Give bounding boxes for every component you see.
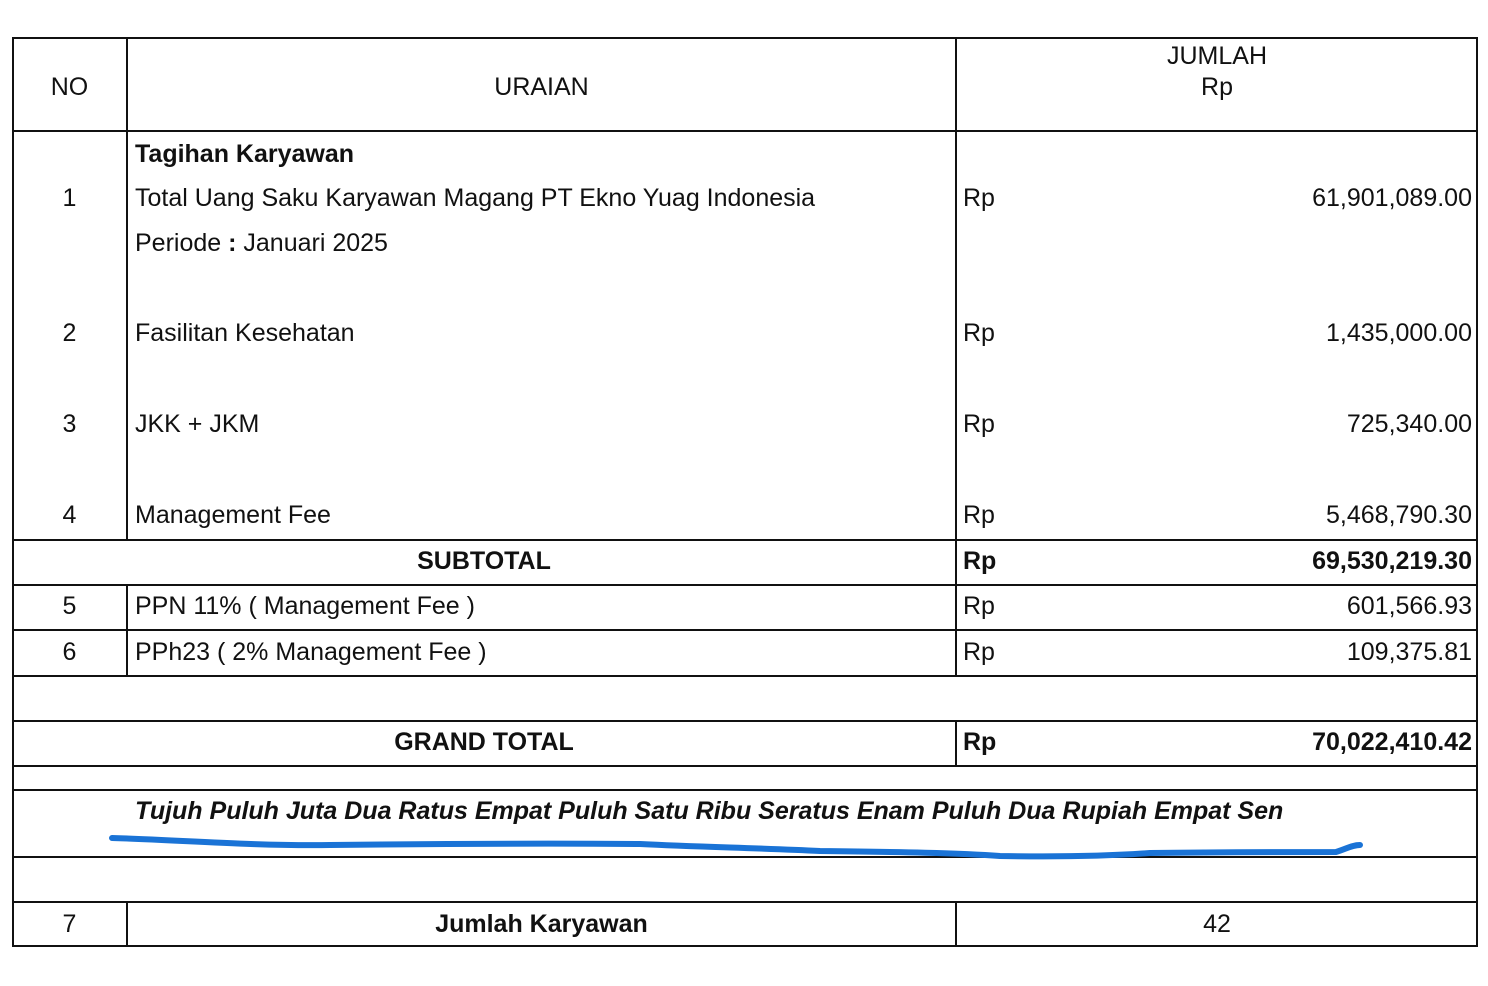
item-3-desc: JKK + JKM: [135, 410, 260, 438]
item-4-currency: Rp: [963, 501, 995, 529]
item-2-no: 2: [62, 319, 77, 347]
header-uraian: URAIAN: [494, 73, 589, 101]
grand-total-label: GRAND TOTAL: [394, 728, 574, 756]
row6-bottom-line: [12, 675, 1478, 677]
employee-count-label: Jumlah Karyawan: [435, 910, 648, 938]
item-1-period: [135, 229, 388, 258]
item-6-amount: 109,375.81: [1346, 638, 1472, 666]
item-7-no: 7: [62, 910, 77, 938]
no-column-divider: [126, 37, 128, 540]
item-2-desc: Fasilitan Kesehatan: [135, 319, 355, 347]
header-jumlah: JUMLAH: [1166, 42, 1267, 70]
grand-total-amount: 70,022,410.42: [1312, 728, 1472, 756]
item-5-no: 5: [62, 592, 77, 620]
period-label: Periode: [135, 229, 222, 257]
item-1-no: 1: [62, 184, 77, 212]
tax-amount-divider: [955, 584, 957, 676]
amount-column-divider: [955, 37, 957, 540]
employee-count-value: 42: [1203, 910, 1231, 938]
subtotal-bottom-line: [12, 584, 1478, 586]
item-6-no: 6: [62, 638, 77, 666]
subtotal-top-line: [12, 539, 1478, 541]
item-2-amount: 1,435,000.00: [1326, 319, 1472, 347]
item-1-heading: Tagihan Karyawan: [135, 140, 355, 168]
header-divider: [12, 130, 1478, 132]
item-4-no: 4: [62, 501, 77, 529]
blank-row2-bottom-line: [12, 901, 1478, 903]
subtotal-label: SUBTOTAL: [417, 547, 551, 575]
grand-total-currency: Rp: [963, 728, 997, 756]
terbilang-bottom-line: [12, 856, 1478, 858]
period-separator: :: [228, 229, 237, 257]
amount-in-words: Tujuh Puluh Juta Dua Ratus Empat Puluh Satu Ribu Seratus Enam Puluh Dua Rupiah Empat Sen: [135, 797, 1284, 825]
item-5-desc: PPN 11% ( Management Fee ): [135, 592, 475, 620]
item-1-amount: 61,901,089.00: [1312, 184, 1472, 212]
header-no: NO: [50, 73, 89, 101]
subtotal-amount: 69,530,219.30: [1312, 547, 1472, 575]
item-3-no: 3: [62, 410, 77, 438]
item-2-currency: Rp: [963, 319, 995, 347]
item-1-desc: Total Uang Saku Karyawan Magang PT Ekno Yuag Indonesia: [135, 184, 816, 212]
item-6-desc: PPh23 ( 2% Management Fee ): [135, 638, 487, 666]
item-5-currency: Rp: [963, 592, 995, 620]
row5-bottom-line: [12, 629, 1478, 631]
item-3-currency: Rp: [963, 410, 995, 438]
subtotal-currency: Rp: [963, 547, 997, 575]
item-3-amount: 725,340.00: [1346, 410, 1472, 438]
item-4-amount: 5,468,790.30: [1326, 501, 1472, 529]
grand-total-bottom-line: [12, 765, 1478, 767]
item-1-currency: Rp: [963, 184, 995, 212]
item-6-currency: Rp: [963, 638, 995, 666]
header-jumlah-currency: Rp: [1201, 73, 1233, 101]
blank-row-bottom-line: [12, 720, 1478, 722]
period-value: Januari 2025: [243, 229, 388, 257]
item-5-amount: 601,566.93: [1346, 592, 1472, 620]
item-4-desc: Management Fee: [135, 501, 331, 529]
spacer-row-bottom-line: [12, 789, 1478, 791]
